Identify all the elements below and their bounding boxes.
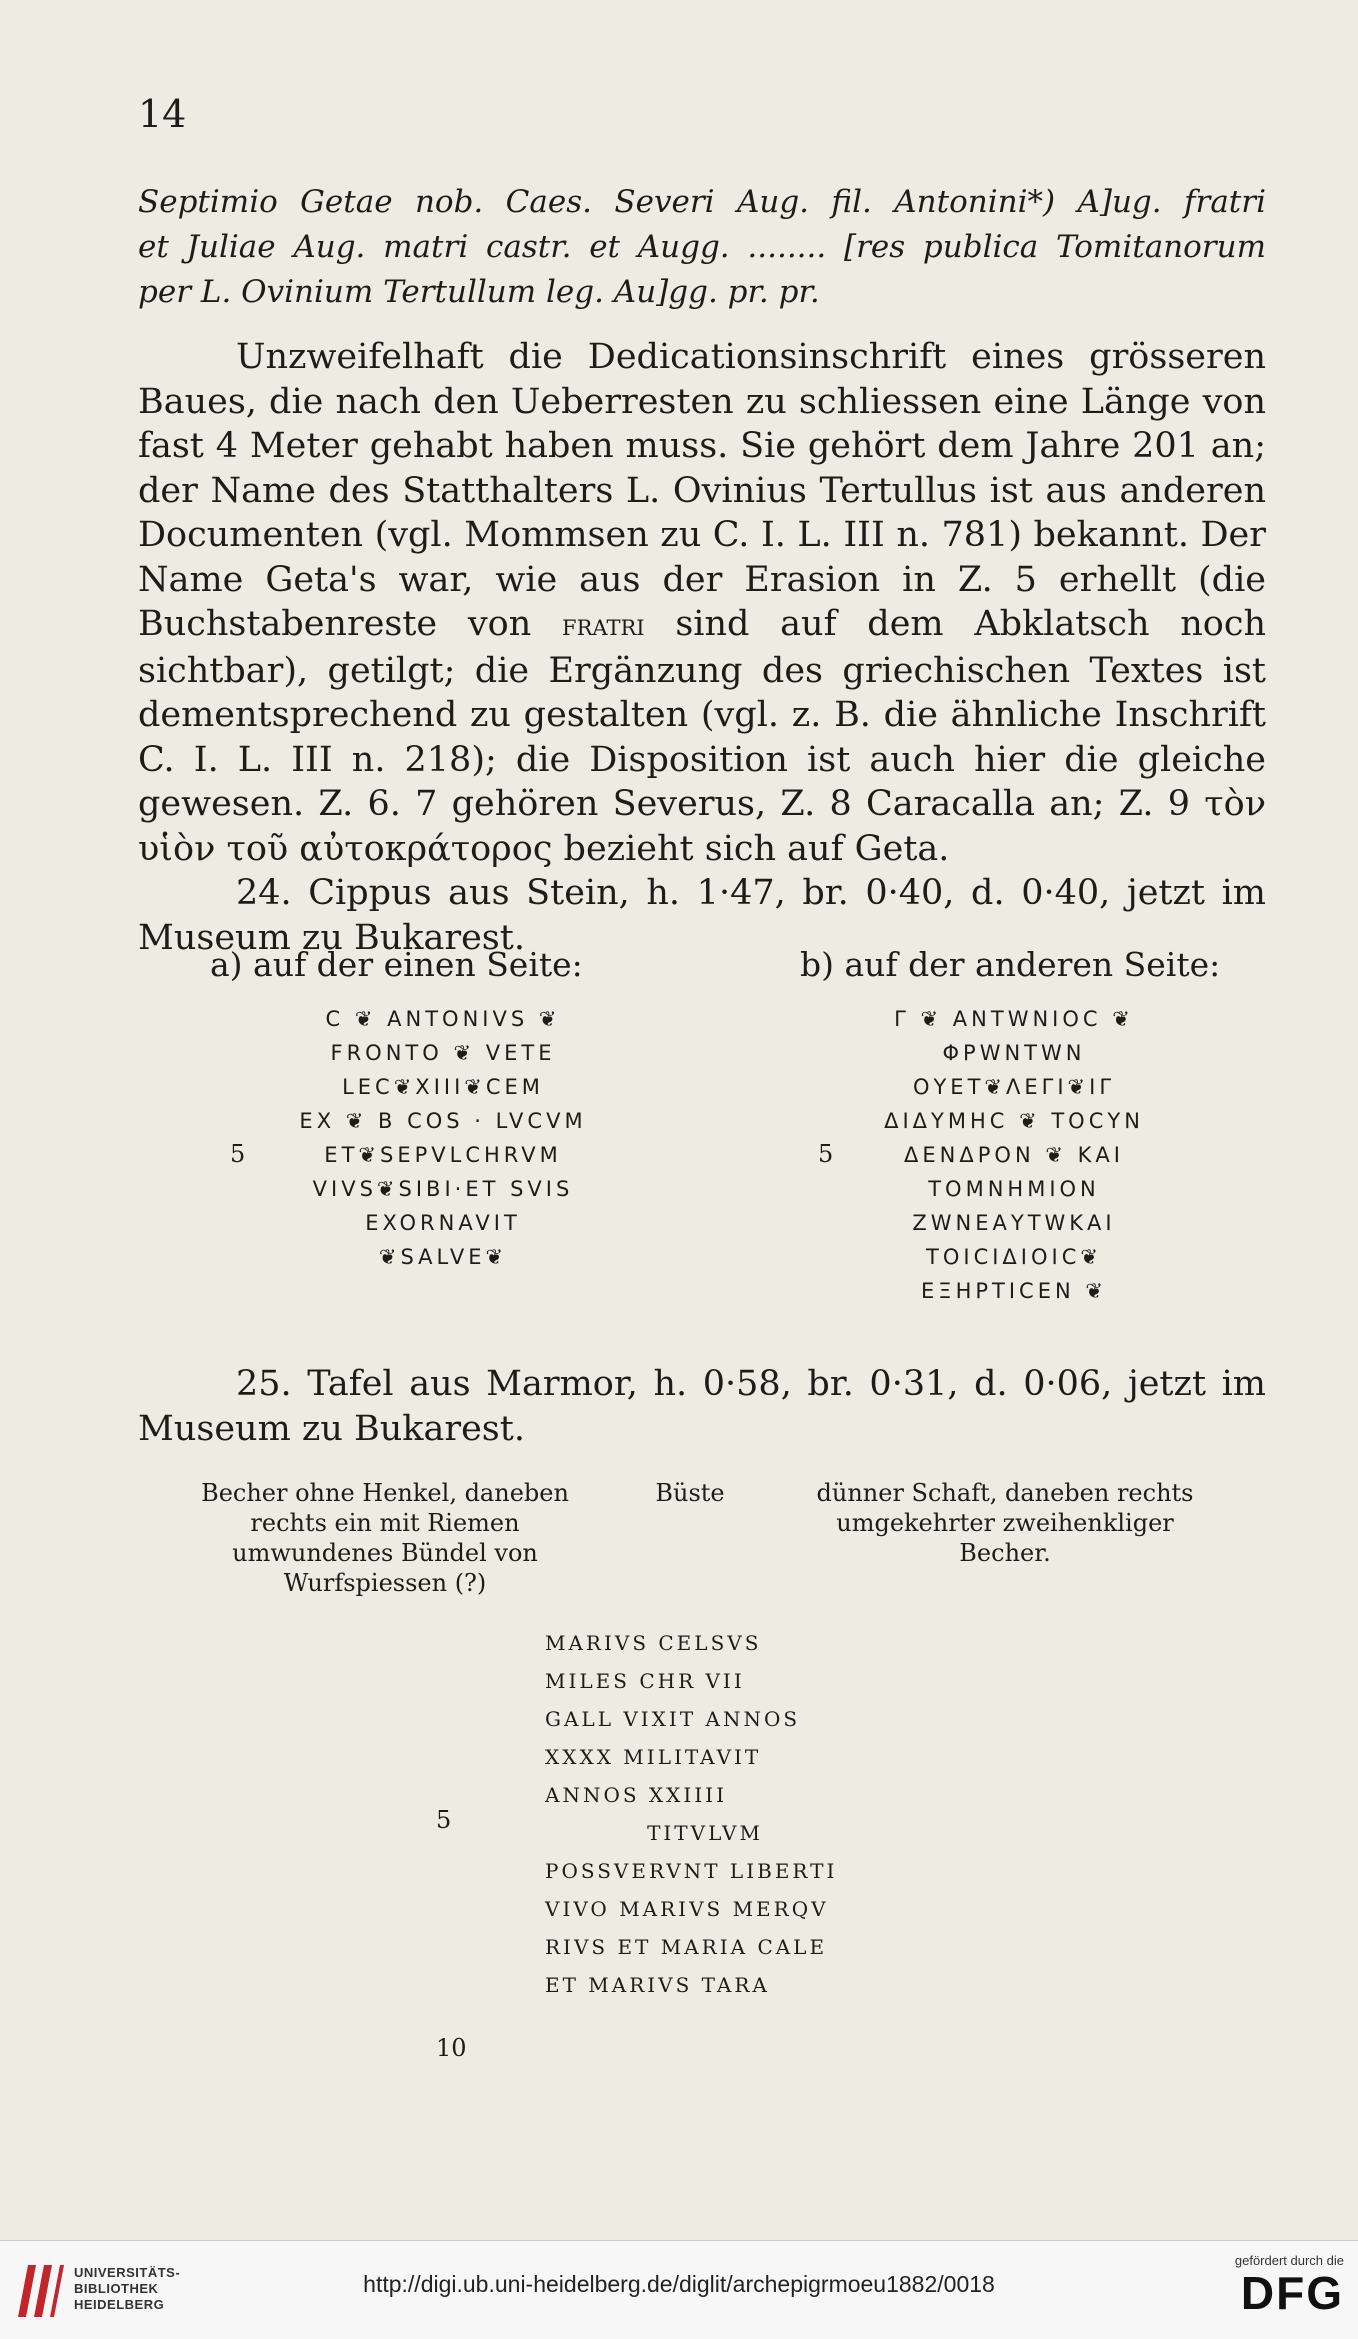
inscription-line: ΔΙΔΥΜΗC ❦ ΤΟCΥΝ — [884, 1109, 1144, 1133]
inscription-line: EXORNAVIT — [365, 1211, 521, 1235]
inscription-line: ET❦SEPVLCHRVM — [324, 1143, 562, 1167]
logo-text-line: BIBLIOTHEK — [74, 2281, 159, 2296]
header-line: Septimio Getae nob. Caes. Severi Aug. fil. Antonini*) A]ug. fratri — [138, 184, 1266, 220]
inscription-line: FRONTO ❦ VETE — [330, 1041, 556, 1065]
inscription-line: ET MARIVS TARA — [545, 1973, 770, 1997]
inscription-line: ΖWΝΕΑΥΤWΚΑΙ — [912, 1211, 1116, 1235]
paragraph-text: Unzweifelhaft die Dedicationsinschrift eines grösseren Baues, die nach den Ueberresten zu schliessen eine Länge von fast 4 Meter gehabt haben muss. Sie gehört dem Jahre 201 an; der Name des Statthalters L. Ovinius Tertullus ist aus anderen Documenten (vgl. Mommsen zu C. I. L. III n. 781) bekannt. Der Name Geta's war, wie aus der Erasion in Z. 5 erhellt (die Buchstabenreste von — [138, 337, 1266, 644]
funding-text: gefördert durch die — [1234, 2253, 1344, 2268]
inscription-line: ΕΞΗΡΤΙCΕΝ ❦ — [921, 1279, 1107, 1303]
inscription-line: MARIVS CELSVS — [545, 1631, 762, 1655]
inscription-line: TITVLVM — [647, 1821, 763, 1845]
line-number: 10 — [436, 2034, 467, 2062]
inscription-side-a — [278, 1002, 608, 1274]
inscription-line: VIVS❦SIBI·ET SVIS — [312, 1177, 574, 1201]
dfg-logo[interactable] — [1184, 2253, 1344, 2318]
relief-description-middle: Büste — [655, 1479, 725, 1507]
inscription-line: ΤΟΜΝΗΜΙΟΝ — [928, 1177, 1100, 1201]
inscription-line: ❦SALVE❦ — [378, 1245, 508, 1269]
side-a-label: a) auf der einen Seite: — [210, 945, 583, 984]
inscription-line: C ❦ ANTONIVS ❦ — [325, 1007, 561, 1031]
relief-description-right: dünner Schaft, daneben rechts umgekehrter zweihenkliger Becher. — [816, 1479, 1194, 1567]
inscription-line: Γ ❦ ΑΝΤWΝΙΟC ❦ — [894, 1007, 1134, 1031]
source-url-link[interactable]: http://digi.ub.uni-heidelberg.de/diglit/archepigrmoeu1882/0018 — [363, 2271, 995, 2297]
header-line: et Juliae Aug. matri castr. et Augg. ........ [res publica Tomitanorum — [138, 229, 1266, 265]
commentary — [138, 335, 1266, 960]
inscription-line: GALL VIXIT ANNOS — [545, 1707, 801, 1731]
inscription-line: RIVS ET MARIA CALE — [545, 1935, 828, 1959]
inscription-line: LEC❦XIII❦CEM — [342, 1075, 544, 1099]
small-caps-word: fratri — [562, 608, 645, 643]
logo-text-line: UNIVERSITÄTS- — [74, 2265, 181, 2280]
dfg-logo-text: DFG — [1240, 2267, 1344, 2319]
paragraph-1 — [138, 335, 1266, 871]
inscription-line: ΤΟΙCΙΔΙΟΙC❦ — [926, 1245, 1102, 1269]
inscription-line: MILES CHR VII — [545, 1669, 745, 1693]
paragraph-text: sind auf dem Abklatsch noch sichtbar), getilgt; die Ergänzung des griechischen Textes ist dementsprechend zu gestalten (vgl. z. B. die ähnliche Inschrift C. I. L. III n. 218); die Disposition ist auch hier die gleiche gewesen. Z. 6. 7 gehören Severus, Z. 8 Caracalla an; Z. 9 τὸν υἱὸν τοῦ αὐτοκράτορος bezieht sich auf Geta. — [138, 604, 1266, 869]
line-number: 5 — [230, 1140, 246, 1168]
inscription-line: ANNOS XXIIII — [545, 1783, 727, 1807]
inscription-line: ΦΡWΝΤWΝ — [942, 1041, 1086, 1065]
inscription-line: XXXX MILITAVIT — [545, 1745, 762, 1769]
inscription-line: POSSVERVNT LIBERTI — [545, 1859, 838, 1883]
item-24: 24. Cippus aus Stein, h. 1·47, br. 0·40, d. 0·40, jetzt im Museum zu Bukarest. — [138, 873, 1266, 958]
inscription-line: VIVO MARIVS MERQV — [545, 1897, 829, 1921]
side-b-label: b) auf der anderen Seite: — [800, 945, 1221, 984]
latin-reconstruction — [138, 180, 1266, 315]
item-25-text: 25. Tafel aus Marmor, h. 0·58, br. 0·31, d. 0·06, jetzt im Museum zu Bukarest. — [138, 1364, 1266, 1449]
item-25 — [138, 1362, 1266, 1452]
page-number: 14 — [138, 92, 187, 136]
inscription-line: ΟΥΕΤ❦ΛΕΓΙ❦ΙΓ — [912, 1075, 1116, 1099]
inscription-line: EX ❦ B COS · LVCVM — [299, 1109, 587, 1133]
inscription-side-b — [866, 1002, 1162, 1308]
inscription-line: ΔΕΝΔΡΟΝ ❦ ΚΑΙ — [904, 1143, 1124, 1167]
line-number: 5 — [436, 1806, 452, 1834]
logo-text-line: HEIDELBERG — [74, 2297, 165, 2312]
line-number: 5 — [818, 1140, 834, 1168]
relief-description-left: Becher ohne Henkel, daneben rechts ein mit Riemen umwundenes Bündel von Wurfspiessen (?) — [201, 1479, 569, 1597]
inscription-marius — [545, 1624, 865, 2004]
footer-bar — [0, 2240, 1358, 2339]
header-line: per L. Ovinium Tertullum leg. Au]gg. pr. pr. — [138, 274, 820, 310]
